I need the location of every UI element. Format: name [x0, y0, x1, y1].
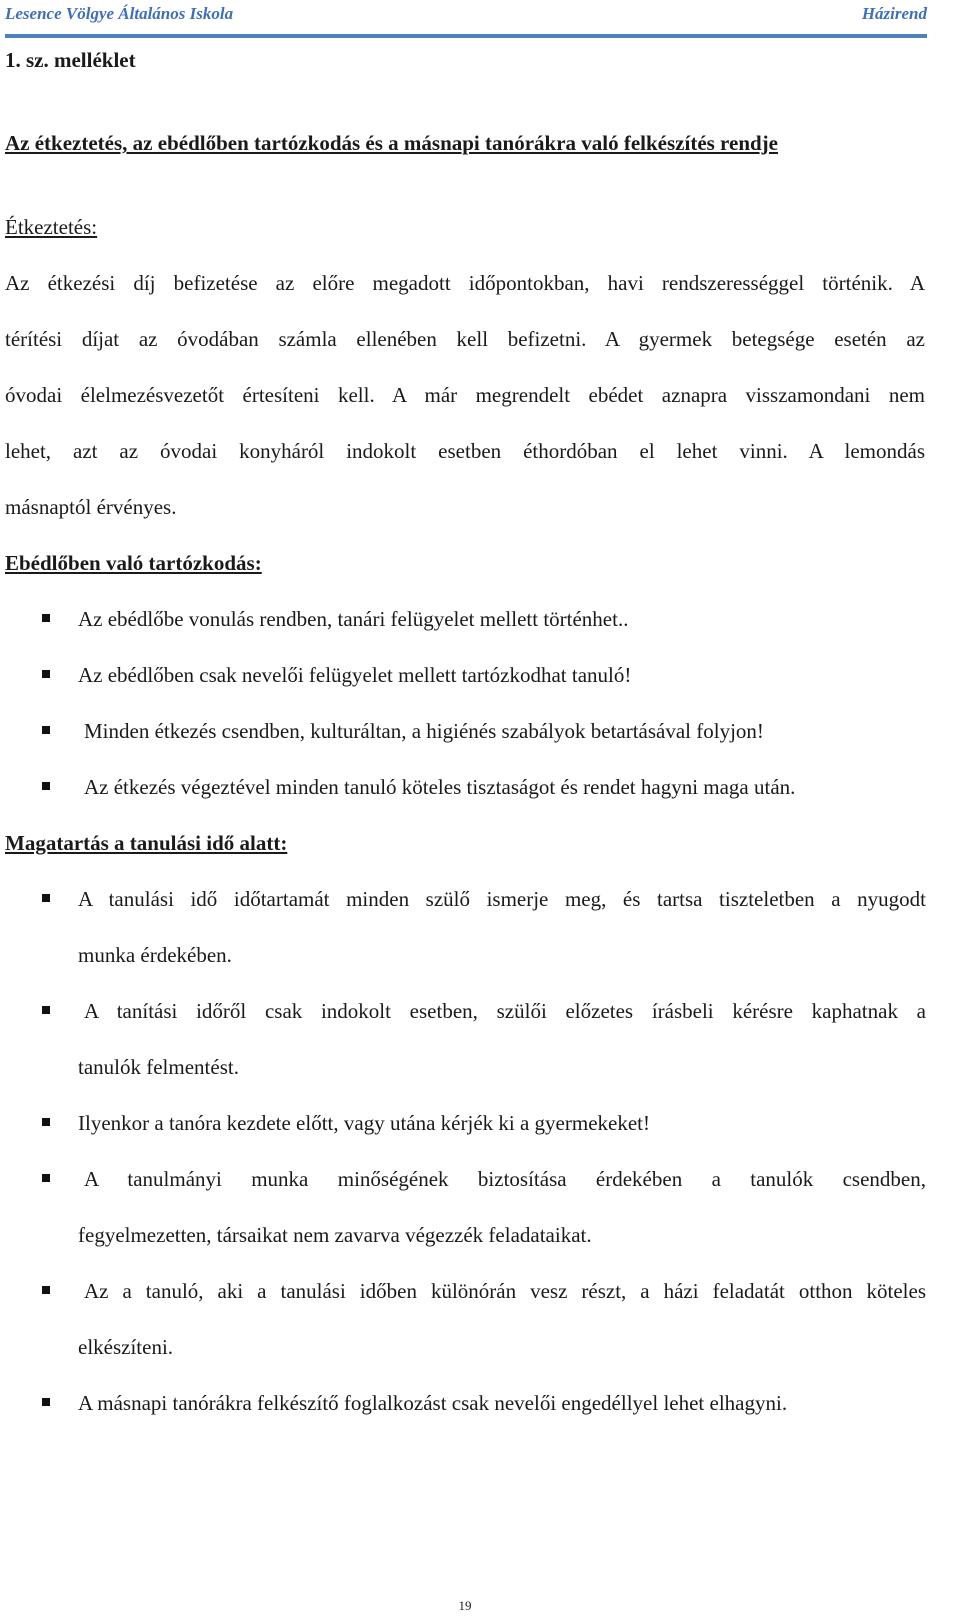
header-rule [5, 34, 927, 38]
list-item-line: munka érdekében. [78, 943, 232, 967]
header-document-name: Házirend [861, 4, 927, 23]
list-item-line: A másnapi tanórákra felkészítő foglalkozást csak nevelői engedéllyel lehet elhagyni. [78, 1391, 788, 1415]
list-item-line: Az a tanuló, aki a tanulási időben különórán vesz részt, a házi feladatát otthon köteles [84, 1279, 926, 1303]
list-item-line: elkészíteni. [78, 1335, 174, 1359]
section-heading-study-time: Magatartás a tanulási idő alatt: [5, 831, 288, 855]
list-item-line: A tanulmányi munka minőségének biztosítása érdekében a tanulók csendben, [84, 1167, 926, 1191]
list-item-line: A tanítási időről csak indokolt esetben, szülői előzetes írásbeli kérésre kaphatnak a [84, 999, 926, 1023]
annex-label: 1. sz. melléklet [5, 48, 136, 72]
list-item: Az ebédlőbe vonulás rendben, tanári felügyelet mellett történhet.. [78, 607, 629, 631]
header-school-name: Lesence Völgye Általános Iskola [5, 4, 234, 23]
bullet-icon [42, 782, 50, 790]
paragraph-line: Az étkezési díj befizetése az előre megadott időpontokban, havi rendszerességgel történik. A [5, 271, 925, 295]
bullet-icon [42, 1118, 50, 1126]
paragraph-line: lehet, azt az óvodai konyháról indokolt esetben éthordóban el lehet vinni. A lemondás [5, 439, 925, 463]
page-title: Az étkeztetés, az ebédlőben tartózkodás és a másnapi tanórákra való felkészítés rendje [5, 131, 778, 155]
bullet-icon [42, 894, 50, 902]
page-number: 19 [458, 1598, 472, 1613]
list-item-line: tanulók felmentést. [78, 1055, 239, 1079]
section-heading-dining-hall: Ebédlőben való tartózkodás: [5, 551, 262, 575]
bullet-icon [42, 1286, 50, 1294]
section-heading-catering: Étkeztetés: [5, 215, 98, 239]
bullet-icon [42, 726, 50, 734]
bullet-icon [42, 670, 50, 678]
paragraph-line: másnaptól érvényes. [5, 495, 177, 519]
list-item-line: fegyelmezetten, társaikat nem zavarva végezzék feladataikat. [78, 1223, 592, 1247]
list-item: Az étkezés végeztével minden tanuló köteles tisztaságot és rendet hagyni maga után. [84, 775, 796, 799]
list-item: Minden étkezés csendben, kulturáltan, a higiénés szabályok betartásával folyjon! [84, 719, 764, 743]
list-item-line: Ilyenkor a tanóra kezdete előtt, vagy utána kérjék ki a gyermekeket! [78, 1111, 650, 1135]
list-item: Az ebédlőben csak nevelői felügyelet mellett tartózkodhat tanuló! [78, 663, 632, 687]
page-header [5, 4, 927, 26]
bullet-icon [42, 1174, 50, 1182]
bullet-icon [42, 614, 50, 622]
bullet-icon [42, 1006, 50, 1014]
bullet-icon [42, 1398, 50, 1406]
list-item-line: A tanulási idő időtartamát minden szülő ismerje meg, és tartsa tiszteletben a nyugodt [78, 887, 926, 911]
paragraph-line: térítési díjat az óvodában számla ellenében kell befizetni. A gyermek betegsége esetén az [5, 327, 925, 351]
paragraph-line: óvodai élelmezésvezetőt értesíteni kell. A már megrendelt ebédet aznapra visszamondani nem [5, 383, 925, 407]
